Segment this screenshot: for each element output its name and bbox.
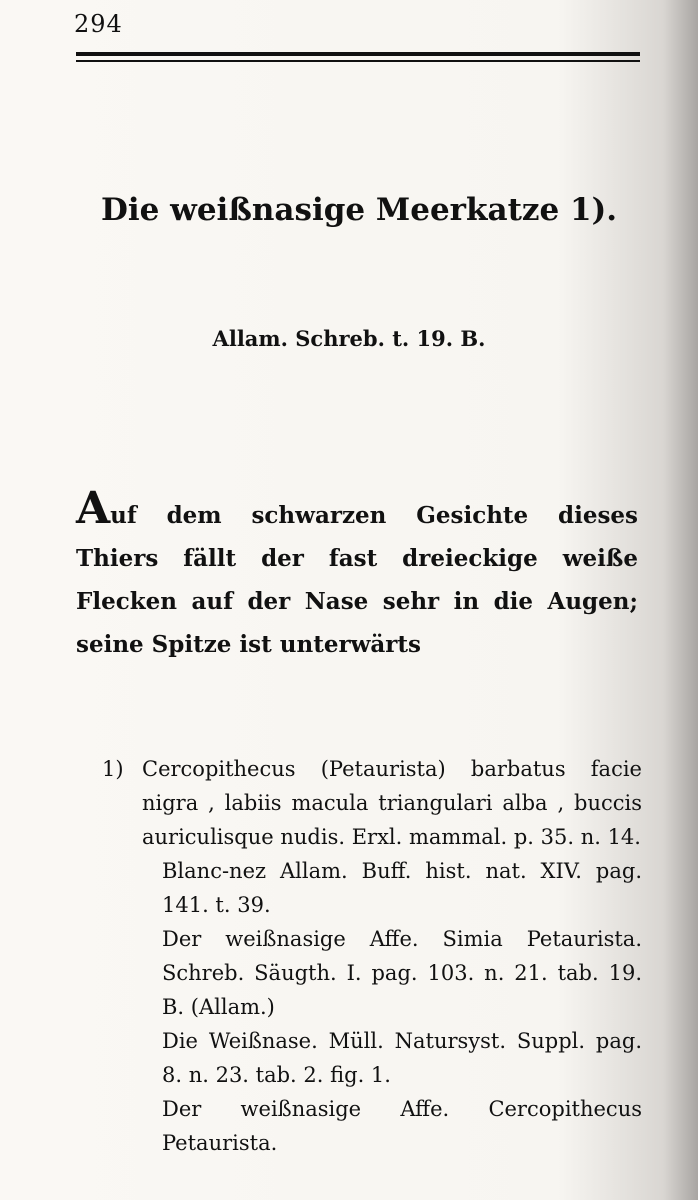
page-title bbox=[0, 192, 698, 228]
footnote-body bbox=[142, 752, 642, 1160]
body-paragraph bbox=[76, 483, 638, 666]
page-subtitle: Allam. Schreb. t. 19. B. bbox=[212, 326, 486, 351]
footnote-line: Die Weißnase. Müll. Natursyst. Suppl. pag. 8. n. 23. tab. 2. fig. 1. bbox=[162, 1029, 642, 1087]
page-number: 294 bbox=[74, 10, 123, 38]
header-rule bbox=[76, 52, 640, 56]
footnote-line: Der weißnasige Affe. Cercopithecus Petaurista. bbox=[162, 1097, 642, 1155]
drop-cap: A bbox=[76, 483, 111, 534]
footnote-line: Blanc-nez Allam. Buff. hist. nat. XIV. pag. 141. t. 39. bbox=[162, 859, 642, 917]
header-rule-thin bbox=[76, 60, 640, 62]
footnote-line: Der weißnasige Affe. Simia Petaurista. Schreb. Säugth. I. pag. 103. n. 21. tab. 19. B. (Allam.) bbox=[162, 927, 642, 1019]
footnote bbox=[102, 752, 642, 1160]
footnote-marker: 1) bbox=[102, 757, 124, 781]
body-paragraph-text: uf dem schwarzen Gesichte dieses Thiers fällt der fast dreieckige weiße Flecken auf der Nase sehr in die Augen; seine Spitze ist unterwärts bbox=[76, 502, 638, 658]
footnote-line: Cercopithecus (Petaurista) barbatus facie nigra , labiis macula triangulari alba , buccis auriculisque nudis. Erxl. mammal. p. 35. n. 14. bbox=[142, 757, 642, 849]
title-text: Die weißnasige Meerkatze bbox=[100, 192, 560, 228]
title-footnote-ref: 1). bbox=[570, 192, 618, 228]
